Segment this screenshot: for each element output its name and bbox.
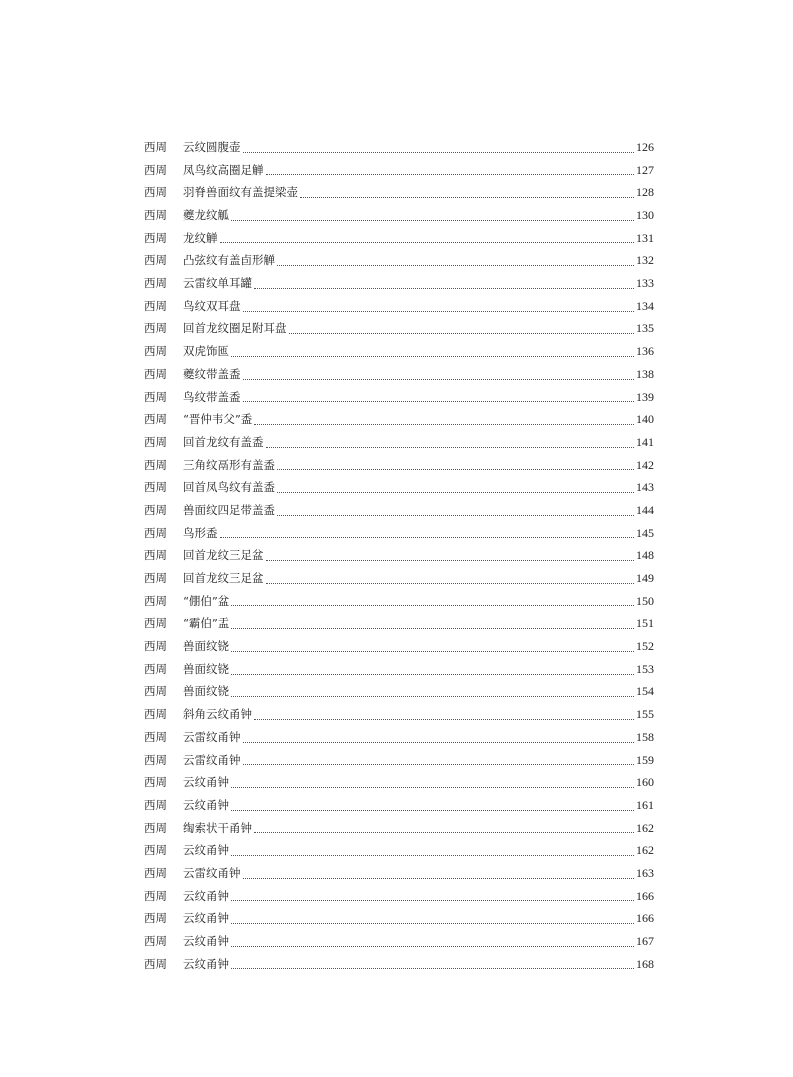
toc-entry-page-number: 130 (636, 208, 654, 223)
dot-leader (266, 560, 635, 561)
toc-entry-title: 羽脊兽面纹有盖提梁壶 (183, 185, 298, 200)
toc-entry-title: 夔纹带盖盉 (183, 366, 241, 381)
toc-entry-period: 西周 (144, 639, 167, 654)
toc-entry-page-number: 167 (636, 934, 654, 949)
toc-entry-page-number: 136 (636, 344, 654, 359)
toc-entry-period: 西周 (144, 321, 167, 336)
dot-leader (243, 742, 635, 743)
toc-entry-page-number: 155 (636, 707, 654, 722)
toc-entry[interactable] (144, 907, 654, 930)
toc-entry-title: 斜角云纹甬钟 (183, 707, 252, 722)
toc-entry-title: 夔龙纹觚 (183, 208, 229, 223)
dot-leader (231, 923, 634, 924)
dot-leader (277, 469, 634, 470)
toc-entry-period: 西周 (144, 911, 167, 926)
dot-leader (231, 810, 634, 811)
toc-entry[interactable] (144, 522, 654, 545)
toc-entry[interactable] (144, 749, 654, 772)
toc-entry-title: “倗伯”盆 (183, 593, 230, 608)
toc-entry-page-number: 160 (636, 775, 654, 790)
toc-entry-page-number: 168 (636, 956, 654, 971)
toc-entry-page-number: 135 (636, 321, 654, 336)
toc-entry-period: 西周 (144, 434, 167, 449)
dot-leader (231, 651, 634, 652)
dot-leader (231, 787, 634, 788)
toc-entry[interactable] (144, 726, 654, 749)
toc-entry-title: 云雷纹甬钟 (183, 752, 241, 767)
dot-leader (243, 311, 635, 312)
toc-entry[interactable] (144, 544, 654, 567)
toc-entry-period: 西周 (144, 865, 167, 880)
toc-entry[interactable] (144, 635, 654, 658)
dot-leader (277, 492, 634, 493)
toc-entry-period: 西周 (144, 684, 167, 699)
toc-entry-period: 西周 (144, 298, 167, 313)
dot-leader (231, 674, 634, 675)
toc-entry[interactable] (144, 318, 654, 341)
toc-entry[interactable] (144, 159, 654, 182)
toc-entry-page-number: 126 (636, 139, 654, 154)
dot-leader (254, 719, 634, 720)
dot-leader (266, 447, 635, 448)
toc-entry-period: 西周 (144, 548, 167, 563)
toc-entry[interactable] (144, 340, 654, 363)
toc-entry-page-number: 131 (636, 230, 654, 245)
toc-entry-page-number: 149 (636, 571, 654, 586)
toc-entry-period: 西周 (144, 752, 167, 767)
toc-entry-title: 云纹甬钟 (183, 911, 229, 926)
toc-entry[interactable] (144, 386, 654, 409)
toc-entry-title: 绹索状干甬钟 (183, 820, 252, 835)
toc-entry[interactable] (144, 658, 654, 681)
toc-entry-period: 西周 (144, 729, 167, 744)
toc-entry-period: 西周 (144, 934, 167, 949)
toc-entry-period: 西周 (144, 888, 167, 903)
toc-entry-title: 回首龙纹三足盆 (183, 571, 264, 586)
toc-entry-period: 西周 (144, 843, 167, 858)
toc-entry-page-number: 132 (636, 253, 654, 268)
dot-leader (254, 424, 634, 425)
toc-entry-title: 云纹甬钟 (183, 843, 229, 858)
dot-leader (243, 379, 635, 380)
toc-entry-page-number: 128 (636, 185, 654, 200)
toc-entry-page-number: 154 (636, 684, 654, 699)
dot-leader (220, 537, 635, 538)
toc-entry-title: 云雷纹甬钟 (183, 729, 241, 744)
toc-entry-title: 云雷纹甬钟 (183, 865, 241, 880)
toc-entry-page-number: 148 (636, 548, 654, 563)
toc-entry-title: 回首凤鸟纹有盖盉 (183, 480, 275, 495)
toc-entry-page-number: 162 (636, 820, 654, 835)
toc-entry[interactable] (144, 703, 654, 726)
toc-entry-period: 西周 (144, 276, 167, 291)
toc-entry[interactable] (144, 612, 654, 635)
toc-entry[interactable] (144, 953, 654, 976)
table-of-contents (144, 136, 654, 975)
toc-entry-title: 龙纹觯 (183, 230, 218, 245)
toc-entry-title: 兽面纹铙 (183, 661, 229, 676)
toc-entry-period: 西周 (144, 366, 167, 381)
toc-entry-page-number: 166 (636, 888, 654, 903)
toc-entry-period: 西周 (144, 797, 167, 812)
toc-entry-period: 西周 (144, 480, 167, 495)
toc-entry-period: 西周 (144, 185, 167, 200)
toc-entry-title: 凸弦纹有盖卣形觯 (183, 253, 275, 268)
dot-leader (231, 628, 634, 629)
toc-entry-period: 西周 (144, 208, 167, 223)
toc-entry[interactable] (144, 204, 654, 227)
toc-entry[interactable] (144, 295, 654, 318)
dot-leader (277, 265, 634, 266)
dot-leader (243, 764, 635, 765)
dot-leader (243, 401, 635, 402)
toc-entry-period: 西周 (144, 389, 167, 404)
toc-entry-page-number: 138 (636, 366, 654, 381)
toc-entry-period: 西周 (144, 616, 167, 631)
dot-leader (231, 605, 634, 606)
dot-leader (231, 855, 634, 856)
toc-entry-title: 双虎饰匜 (183, 344, 229, 359)
toc-entry[interactable] (144, 794, 654, 817)
toc-entry-title: 鸟形盉 (183, 525, 218, 540)
toc-entry[interactable] (144, 476, 654, 499)
toc-entry-title: 三角纹鬲形有盖盉 (183, 457, 275, 472)
dot-leader (254, 288, 634, 289)
toc-entry-page-number: 166 (636, 911, 654, 926)
toc-entry[interactable] (144, 590, 654, 613)
toc-entry[interactable] (144, 363, 654, 386)
toc-entry-title: 云纹甬钟 (183, 956, 229, 971)
dot-leader (277, 515, 634, 516)
toc-entry-title: 鸟纹双耳盘 (183, 298, 241, 313)
toc-entry-page-number: 150 (636, 593, 654, 608)
dot-leader (243, 152, 635, 153)
toc-entry[interactable] (144, 862, 654, 885)
toc-entry-title: “霸伯”盂 (183, 616, 230, 631)
toc-entry-page-number: 142 (636, 457, 654, 472)
toc-entry-page-number: 143 (636, 480, 654, 495)
dot-leader (254, 832, 634, 833)
toc-entry-page-number: 141 (636, 434, 654, 449)
toc-entry-period: 西周 (144, 525, 167, 540)
toc-entry-page-number: 162 (636, 843, 654, 858)
toc-entry-title: 兽面纹铙 (183, 684, 229, 699)
toc-entry-period: 西周 (144, 661, 167, 676)
toc-entry-title: 云纹甬钟 (183, 934, 229, 949)
toc-entry-page-number: 158 (636, 729, 654, 744)
toc-entry-page-number: 139 (636, 389, 654, 404)
toc-entry-page-number: 134 (636, 298, 654, 313)
toc-entry[interactable] (144, 181, 654, 204)
toc-entry[interactable] (144, 227, 654, 250)
toc-entry-period: 西周 (144, 707, 167, 722)
dot-leader (231, 946, 634, 947)
dot-leader (231, 220, 634, 221)
toc-entry-page-number: 151 (636, 616, 654, 631)
toc-entry[interactable] (144, 771, 654, 794)
toc-entry-title: 云纹甬钟 (183, 797, 229, 812)
toc-entry-page-number: 144 (636, 502, 654, 517)
toc-entry[interactable] (144, 272, 654, 295)
toc-entry-title: 鸟纹带盖盉 (183, 389, 241, 404)
toc-entry-page-number: 159 (636, 752, 654, 767)
toc-entry-period: 西周 (144, 571, 167, 586)
toc-entry-title: 兽面纹铙 (183, 639, 229, 654)
toc-entry[interactable] (144, 567, 654, 590)
toc-entry-title: 云雷纹单耳罐 (183, 276, 252, 291)
toc-entry-page-number: 127 (636, 162, 654, 177)
toc-entry-period: 西周 (144, 820, 167, 835)
dot-leader (266, 583, 635, 584)
dot-leader (300, 197, 634, 198)
toc-entry-period: 西周 (144, 593, 167, 608)
dot-leader (231, 968, 634, 969)
dot-leader (289, 333, 635, 334)
toc-entry[interactable] (144, 431, 654, 454)
dot-leader (231, 696, 634, 697)
toc-entry[interactable] (144, 885, 654, 908)
toc-entry[interactable] (144, 499, 654, 522)
toc-entry-period: 西周 (144, 253, 167, 268)
toc-entry-period: 西周 (144, 775, 167, 790)
toc-entry-title: 兽面纹四足带盖盉 (183, 502, 275, 517)
toc-entry-period: 西周 (144, 139, 167, 154)
toc-entry[interactable] (144, 681, 654, 704)
toc-entry-page-number: 152 (636, 639, 654, 654)
toc-entry-page-number: 163 (636, 865, 654, 880)
toc-entry-period: 西周 (144, 230, 167, 245)
dot-leader (266, 174, 635, 175)
toc-entry[interactable] (144, 454, 654, 477)
toc-entry[interactable] (144, 249, 654, 272)
toc-entry-period: 西周 (144, 344, 167, 359)
toc-entry-page-number: 161 (636, 797, 654, 812)
toc-entry-period: 西周 (144, 956, 167, 971)
dot-leader (231, 356, 634, 357)
dot-leader (220, 242, 635, 243)
toc-entry-period: 西周 (144, 502, 167, 517)
toc-entry[interactable] (144, 930, 654, 953)
toc-entry-page-number: 140 (636, 412, 654, 427)
toc-entry[interactable] (144, 136, 654, 159)
toc-entry-period: 西周 (144, 162, 167, 177)
toc-entry-period: 西周 (144, 457, 167, 472)
toc-entry-period: 西周 (144, 412, 167, 427)
toc-entry-title: 回首龙纹有盖盉 (183, 434, 264, 449)
toc-entry-page-number: 145 (636, 525, 654, 540)
toc-entry[interactable] (144, 408, 654, 431)
toc-entry-title: 云纹圆腹壶 (183, 139, 241, 154)
dot-leader (243, 878, 635, 879)
dot-leader (231, 900, 634, 901)
toc-entry-title: “晋仲韦父”盉 (183, 412, 253, 427)
toc-entry-page-number: 153 (636, 661, 654, 676)
toc-entry[interactable] (144, 839, 654, 862)
toc-entry[interactable] (144, 817, 654, 840)
toc-entry-page-number: 133 (636, 276, 654, 291)
toc-entry-title: 云纹甬钟 (183, 775, 229, 790)
toc-entry-title: 凤鸟纹高圈足觯 (183, 162, 264, 177)
toc-entry-title: 云纹甬钟 (183, 888, 229, 903)
toc-entry-title: 回首龙纹圈足附耳盘 (183, 321, 287, 336)
toc-entry-title: 回首龙纹三足盆 (183, 548, 264, 563)
